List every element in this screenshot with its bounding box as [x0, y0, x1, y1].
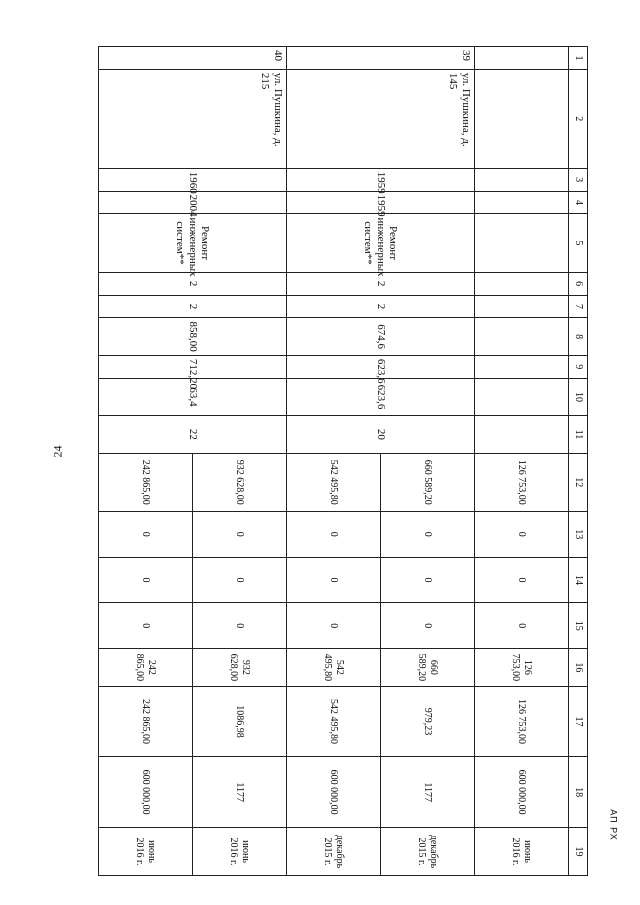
value-cell: 2	[99, 295, 287, 318]
value-cell: 2	[99, 272, 287, 295]
deadline-cell: июнь 2016 г.	[99, 828, 193, 876]
year-repair-cell: 2004	[99, 191, 287, 214]
year-built-cell: 1960	[99, 168, 287, 191]
cost-cell: 126 753,00	[475, 649, 569, 686]
col-header-4: 4	[569, 191, 588, 214]
col-header-17: 17	[569, 686, 588, 757]
cost-cell: 242 865,00	[99, 686, 193, 757]
value-cell: 2	[287, 295, 475, 318]
col-header-14: 14	[569, 557, 588, 603]
limit-cell: 1177	[193, 757, 287, 828]
deadline-cell: июнь 2016 г.	[193, 828, 287, 876]
rotated-table-wrapper	[100, 46, 588, 876]
cost-cell: 932 628,00	[193, 649, 287, 686]
area-cell: 674,6	[287, 318, 475, 355]
page-number: 24	[50, 445, 65, 458]
value-cell: 0	[475, 557, 569, 603]
cost-cell: 542 495,80	[287, 649, 381, 686]
col-header-16: 16	[569, 649, 588, 686]
value-cell: 0	[99, 557, 193, 603]
value-cell: 0	[99, 511, 193, 557]
deadline-cell: июнь 2016 г.	[475, 828, 569, 876]
cost-cell: 126 753,00	[475, 686, 569, 757]
col-header-3: 3	[569, 168, 588, 191]
col-header-18: 18	[569, 757, 588, 828]
col-header-19: 19	[569, 828, 588, 876]
blank-cell	[475, 47, 569, 70]
limit-cell: 1177	[381, 757, 475, 828]
cost-cell: 242 865,00	[99, 453, 193, 511]
work-type-cell: Ремонт инженерных систем**	[287, 214, 475, 272]
area-cell: 623,6	[287, 378, 475, 415]
col-header-10: 10	[569, 378, 588, 415]
area-cell: 858,00	[99, 318, 287, 355]
value-cell: 0	[287, 511, 381, 557]
cost-cell: 1086,98	[193, 686, 287, 757]
value-cell: 0	[193, 603, 287, 649]
blank-cell	[475, 69, 569, 168]
col-header-15: 15	[569, 603, 588, 649]
header-row	[569, 47, 588, 876]
col-header-5: 5	[569, 214, 588, 272]
work-type-cell: Ремонт инженерных систем**	[99, 214, 287, 272]
residents-cell: 20	[287, 416, 475, 453]
col-header-6: 6	[569, 272, 588, 295]
blank-cell	[475, 378, 569, 415]
blank-cell	[475, 272, 569, 295]
record-number: 39	[287, 47, 475, 70]
col-header-2: 2	[569, 69, 588, 168]
table-row-continued	[475, 47, 569, 876]
year-built-cell: 1959	[287, 168, 475, 191]
value-cell: 2	[287, 272, 475, 295]
cost-cell: 126 753,00	[475, 453, 569, 511]
address-cell: ул. Пушкина, д. 215	[99, 69, 287, 168]
blank-cell	[475, 191, 569, 214]
col-header-9: 9	[569, 355, 588, 378]
value-cell: 0	[287, 603, 381, 649]
deadline-cell: декабрь 2015 г.	[381, 828, 475, 876]
col-header-13: 13	[569, 511, 588, 557]
value-cell: 0	[381, 557, 475, 603]
blank-cell	[475, 214, 569, 272]
record-number: 40	[99, 47, 287, 70]
blank-cell	[475, 416, 569, 453]
limit-cell: 600 000,00	[99, 757, 193, 828]
col-header-8: 8	[569, 318, 588, 355]
value-cell: 0	[287, 557, 381, 603]
deadline-cell: декабрь 2015 г.	[287, 828, 381, 876]
table-row-39a	[381, 47, 475, 876]
works-table	[100, 46, 588, 876]
address-cell: ул. Пушкина, д. 145	[287, 69, 475, 168]
value-cell: 0	[381, 603, 475, 649]
year-repair-cell: 1959	[287, 191, 475, 214]
value-cell: 0	[381, 511, 475, 557]
limit-cell: 600 000,00	[475, 757, 569, 828]
table-row-40a	[193, 47, 287, 876]
blank-cell	[475, 168, 569, 191]
cost-cell: 932 628,00	[193, 453, 287, 511]
cost-cell: 660 589,20	[381, 649, 475, 686]
limit-cell: 600 000,00	[287, 757, 381, 828]
cost-cell: 979,23	[381, 686, 475, 757]
value-cell: 0	[475, 511, 569, 557]
cost-cell: 542 495,80	[287, 686, 381, 757]
value-cell: 0	[193, 557, 287, 603]
area-cell: 712,20	[99, 355, 287, 378]
cost-cell: 660 589,20	[381, 453, 475, 511]
blank-cell	[475, 318, 569, 355]
area-cell: 63,4	[99, 378, 287, 415]
cost-cell: 542 495,80	[287, 453, 381, 511]
col-header-11: 11	[569, 416, 588, 453]
col-header-1: 1	[569, 47, 588, 70]
cost-cell: 242 865,00	[99, 649, 193, 686]
col-header-7: 7	[569, 295, 588, 318]
col-header-12: 12	[569, 453, 588, 511]
value-cell: 0	[193, 511, 287, 557]
blank-cell	[475, 295, 569, 318]
area-cell: 623,6	[287, 355, 475, 378]
blank-cell	[475, 355, 569, 378]
value-cell: 0	[475, 603, 569, 649]
residents-cell: 22	[99, 416, 287, 453]
value-cell: 0	[99, 603, 193, 649]
footer-mark: АП РХ	[608, 809, 619, 841]
